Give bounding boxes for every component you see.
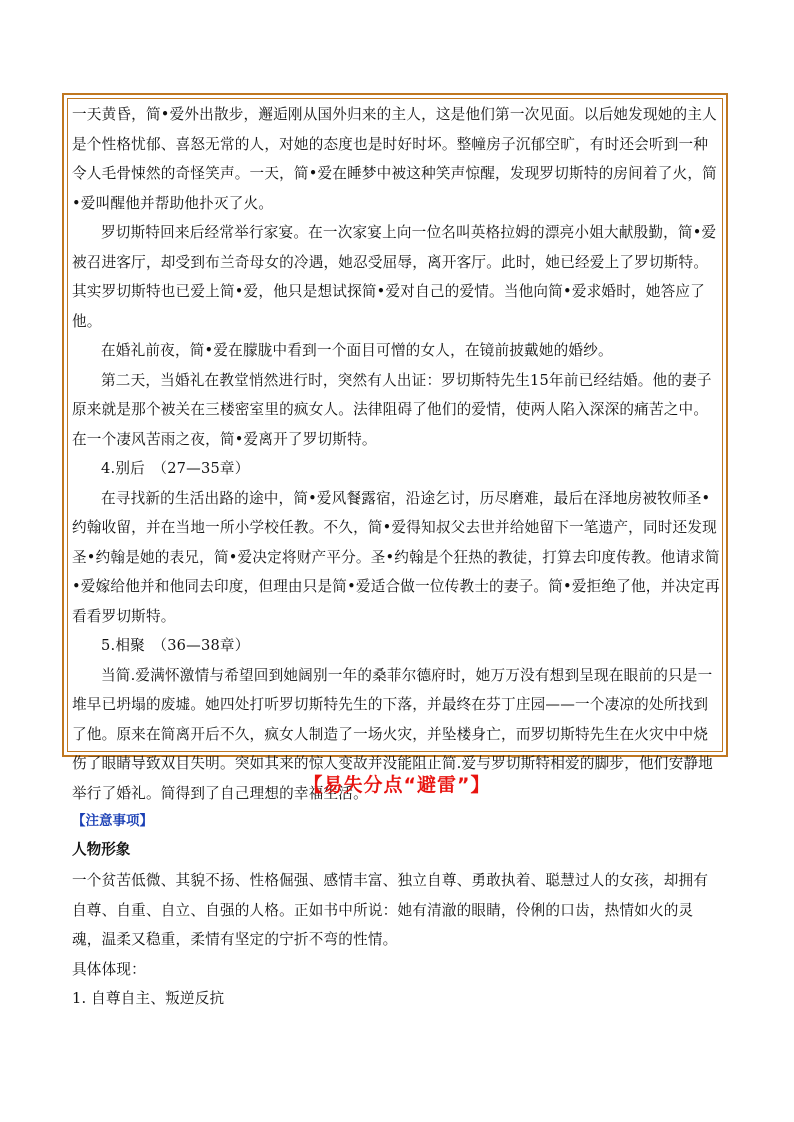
character-section [72, 866, 722, 1014]
paragraph-meeting: 一天黄昏，简•爱外出散步，邂逅刚从国外归来的主人，这是他们第一次见面。以后她发现她的主人是个性格忧郁、喜怒无常的人，对她的态度也是时好时坏。整幢房子沉郁空旷，有时还会听到一种令人毛骨悚然的奇怪笑声。一天，简•爱在睡梦中被这种笑声惊醒，发现罗切斯特的房间着了火，简•爱叫醒他并帮助他扑灭了火。 [72, 106, 717, 212]
plot-summary [72, 100, 722, 808]
detail-label: 具体体现： [72, 960, 146, 978]
character-heading: 人物形象 [72, 841, 131, 858]
paragraph-banquet: 罗切斯特回来后经常举行家宴。在一次家宴上向一位名叫英格拉姆的漂亮小姐大献殷勤，简•爱被召进客厅，却受到布兰奇母女的冷遇，她忍受屈辱，离开客厅。此时，她已经爱上了罗切斯特。其实罗切斯特也已爱上简•爱，他只是想试探简•爱对自己的爱情。当他向简•爱求婚时，她答应了他。 [72, 224, 717, 330]
paragraph-reunion: 当简.爱满怀激情与希望回到她阔别一年的桑菲尔德府时，她万万没有想到呈现在眼前的只是一堆早已坍塌的废墟。她四处打听罗切斯特先生的下落，并最终在芬丁庄园——一个凄凉的处所找到了他。原来在简离开后不久，疯女人制造了一场火灾，并坠楼身亡，而罗切斯特先生在火灾中中烧伤了眼睛导致双目失明。突如其来的惊人变故并没能阻止简.爱与罗切斯特相爱的脚步，他们安静地举行了婚礼。简得到了自己理想的幸福生活。 [72, 666, 713, 802]
heading-part-5: 5.相聚 （36—38章） [101, 637, 250, 654]
paragraph-after-parting: 在寻找新的生活出路的途中，简•爱风餐露宿，沿途乞讨，历尽磨难，最后在泽地房被牧师圣•约翰收留，并在当地一所小学校任教。不久，简•爱得知叔父去世并给她留下一笔遗产，同时还发现圣•约翰是她的表兄，简•爱决定将财产平分。圣•约翰是个狂热的教徒，打算去印度传教。他请求简•爱嫁给他并和他同去印度，但理由只是简•爱适合做一位传教士的妻子。简•爱拒绝了他，并决定再看看罗切斯特。 [72, 489, 720, 625]
character-description: 一个贫苦低微、其貌不扬、性格倔强、感情丰富、独立自尊、勇敢执着、聪慧过人的女孩，却拥有自尊、自重、自立、自强的人格。正如书中所说：她有清澈的眼睛，伶俐的口齿，热情如火的灵魂，温柔又稳重，柔情有坚定的宁折不弯的性情。 [72, 872, 709, 948]
paragraph-wedding-eve: 在婚礼前夜，简•爱在朦胧中看到一个面目可憎的女人，在镜前披戴她的婚纱。 [101, 342, 613, 359]
paragraph-wedding-day: 第二天，当婚礼在教堂悄然进行时，突然有人出证：罗切斯特先生15年前已经结婚。他的妻子原来就是那个被关在三楼密室里的疯女人。法律阻碍了他们的爱情，使两人陷入深深的痛苦之中。在一个凄风苦雨之夜，简•爱离开了罗切斯特。 [72, 371, 712, 448]
notice-label: 【注意事项】 [72, 813, 153, 829]
section-title: 【易失分点“避雷”】 [303, 774, 491, 796]
list-item: 1. 自尊自主、叛逆反抗 [72, 990, 225, 1007]
heading-part-4: 4.别后 （27—35章） [101, 460, 250, 477]
